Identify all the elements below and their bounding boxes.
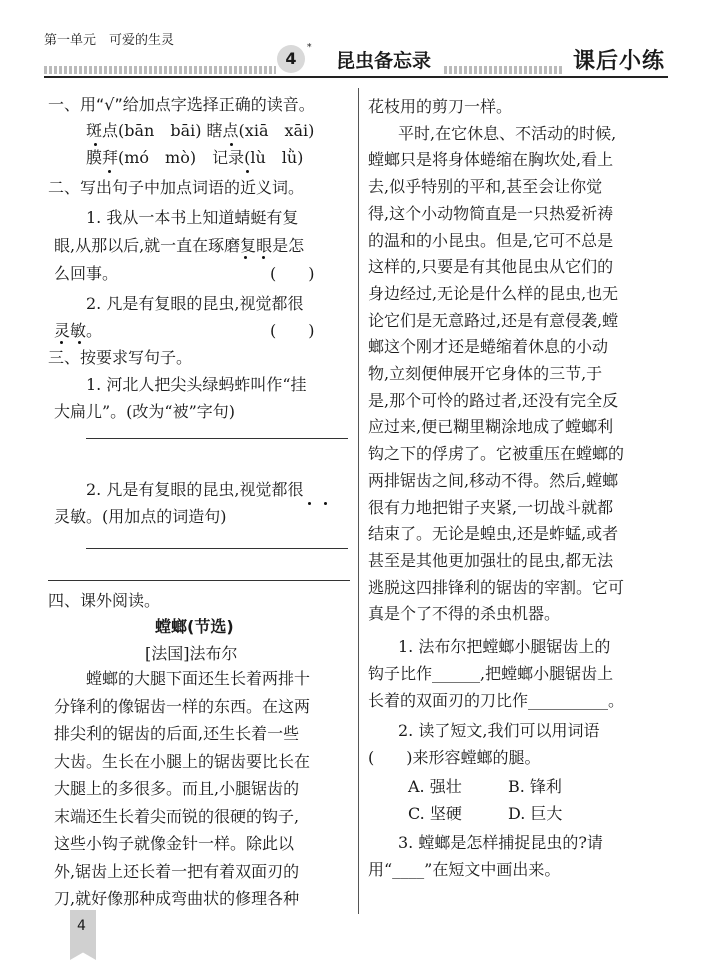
reading-left-line: 刀,就好像那种成弯曲状的修理各种 xyxy=(54,889,300,908)
q4-sub2-line1: 2. 读了短文,我们可以用词语 xyxy=(398,721,600,740)
reading-right-line: 的温和的小昆虫。但是,它可不总是 xyxy=(368,230,614,250)
q3-item2-answer-line[interactable] xyxy=(86,548,348,549)
section-separator xyxy=(48,580,350,581)
reading-right-line: 甚至是其他更加强壮的昆虫,都无法 xyxy=(368,550,614,570)
section-label: 课后小练 xyxy=(573,49,666,74)
reading-author: [法国]法布尔 xyxy=(145,644,238,663)
q2-item1-line3: 么回事。 xyxy=(54,264,119,283)
q4-sub2-option-d[interactable]: D. 巨大 xyxy=(508,804,563,823)
reading-right-line: 平时,在它休息、不活动的时候, xyxy=(398,123,617,143)
q2-item1-line2: 眼,从那以后,就一直在琢磨复眼是怎 xyxy=(54,236,305,255)
header-decor-bar xyxy=(44,66,276,74)
reading-left-line: 外,锯齿上还长着一把有着双面刃的 xyxy=(54,861,300,881)
page-number: 4 xyxy=(77,918,86,934)
q4-sub3-line2: 用“____”在短文中画出来。 xyxy=(368,860,561,879)
reading-right-line: 结束了。无论是蝗虫,还是蚱蜢,或者 xyxy=(368,524,619,544)
header-decor-bar-right xyxy=(444,66,564,74)
reading-right-line: 花枝用的剪刀一样。 xyxy=(368,97,513,116)
reading-right-line: 很有力地把钳子夹紧,一切战斗就都 xyxy=(368,497,614,517)
reading-left-line: 这些小钩子就像金针一样。除此以 xyxy=(54,834,295,853)
reading-right-line: 逃脱这四排锋利的锯齿的宰割。它可 xyxy=(368,577,625,597)
column-divider xyxy=(358,88,359,914)
q4-sub2-option-c[interactable]: C. 坚硬 xyxy=(408,804,462,823)
q4-sub2-option-b[interactable]: B. 锋利 xyxy=(508,777,562,796)
q3-item1-answer-line[interactable] xyxy=(86,438,348,439)
emphasis-dot xyxy=(244,256,247,259)
reading-left-line: 大齿。生长在小腿上的锯齿要比长在 xyxy=(54,751,311,771)
q3-item1-line1: 1. 河北人把尖头绿蚂蚱叫作“挂 xyxy=(86,375,307,394)
reading-title: 螳螂(节选) xyxy=(155,617,234,636)
reading-right-line: 螂这个刚才还是蜷缩着休息的小动 xyxy=(368,337,609,357)
reading-left-line: 末端还生长着尖而锐的很硬的钩子, xyxy=(54,806,300,826)
reading-left-line: 分锋利的像锯齿一样的东西。在这两 xyxy=(54,696,311,716)
reading-right-line: 是,那个可怜的路过者,还没有完全反 xyxy=(368,390,619,410)
reading-right-line: 螳螂只是将身体蜷缩在胸坎处,看上 xyxy=(368,150,614,170)
lesson-star: * xyxy=(307,43,312,53)
q4-sub2-option-a[interactable]: A. 强壮 xyxy=(408,777,462,796)
emphasis-dot xyxy=(108,170,111,173)
emphasis-dot xyxy=(246,170,249,173)
q2-item1-line1: 1. 我从一本书上知道蜻蜓有复 xyxy=(86,208,299,227)
q4-sub1-line2[interactable]: 钩子比作______,把螳螂小腿锯齿上 xyxy=(368,664,614,683)
q1-row2: 膜拜(mó mò) 记录(lù lǜ) xyxy=(86,148,304,167)
q3-item2-line2: 灵敏。(用加点的词造句) xyxy=(54,507,227,526)
reading-right-line: 物,立刻便伸展开它身体的三节,于 xyxy=(368,364,603,383)
reading-right-line: 论它们是无意路过,还是有意侵袭,螳 xyxy=(368,310,619,330)
emphasis-dot xyxy=(60,341,63,344)
reading-right-line: 身边经过,无论是什么样的昆虫,也无 xyxy=(368,283,619,303)
reading-right-line: 真是个了不得的杀虫机器。 xyxy=(368,604,561,624)
emphasis-dot xyxy=(308,502,311,505)
emphasis-dot xyxy=(324,502,327,505)
lesson-number-badge: 4 xyxy=(277,45,305,73)
q4-title: 四、课外阅读。 xyxy=(48,591,161,610)
q4-sub1-line3[interactable]: 长着的双面刃的刀比作__________。 xyxy=(368,691,625,710)
reading-right-line: 应过来,便已糊里糊涂地成了螳螂利 xyxy=(368,417,614,437)
q1-row1: 斑点(bān bāi) 瞎点(xiā xāi) xyxy=(86,121,315,140)
q4-sub3-line1: 3. 螳螂是怎样捕捉昆虫的?请 xyxy=(398,833,603,852)
q2-item2-line1: 2. 凡是有复眼的昆虫,视觉都很 xyxy=(86,294,304,313)
emphasis-dot xyxy=(78,341,81,344)
unit-label: 第一单元 可爱的生灵 xyxy=(44,33,175,48)
lesson-title: 昆虫备忘录 xyxy=(336,50,432,72)
q3-item2-line1: 2. 凡是有复眼的昆虫,视觉都很 xyxy=(86,480,304,499)
reading-right-line: 去,似乎特别的平和,甚至会让你觉 xyxy=(368,177,603,197)
q2-item2-line2: 灵敏。 xyxy=(54,321,103,340)
q4-sub1-line1: 1. 法布尔把螳螂小腿锯齿上的 xyxy=(398,637,611,656)
reading-left-line: 大腿上的多很多。而且,小腿锯齿的 xyxy=(54,779,300,798)
q2-title: 二、写出句子中加点词语的近义词。 xyxy=(48,178,305,197)
reading-right-line: 得,这个小动物简直是一只热爱祈祷 xyxy=(368,203,614,223)
q2-item1-answer[interactable]: ( ) xyxy=(270,264,315,283)
reading-right-line: 两排锯齿之间,移动不得。然后,螳螂 xyxy=(368,470,619,490)
q3-title: 三、按要求写句子。 xyxy=(48,348,193,367)
q2-item2-answer[interactable]: ( ) xyxy=(270,321,315,340)
reading-right-line: 这样的,只要是有其他昆虫从它们的 xyxy=(368,257,614,277)
q1-title: 一、用“√”给加点字选择正确的读音。 xyxy=(48,95,315,114)
emphasis-dot xyxy=(262,256,265,259)
q3-item1-line2: 大扁儿”。(改为“被”字句) xyxy=(54,402,236,421)
header-rule xyxy=(44,76,668,78)
q4-sub2-line2[interactable]: ( )来形容螳螂的腿。 xyxy=(368,748,541,767)
reading-right-line: 钩之下的俘虏了。它被重压在螳螂的 xyxy=(368,444,625,464)
reading-left-line: 排尖利的锯齿的后面,还生长着一些 xyxy=(54,724,300,743)
reading-left-line: 螳螂的大腿下面还生长着两排十 xyxy=(86,669,311,688)
